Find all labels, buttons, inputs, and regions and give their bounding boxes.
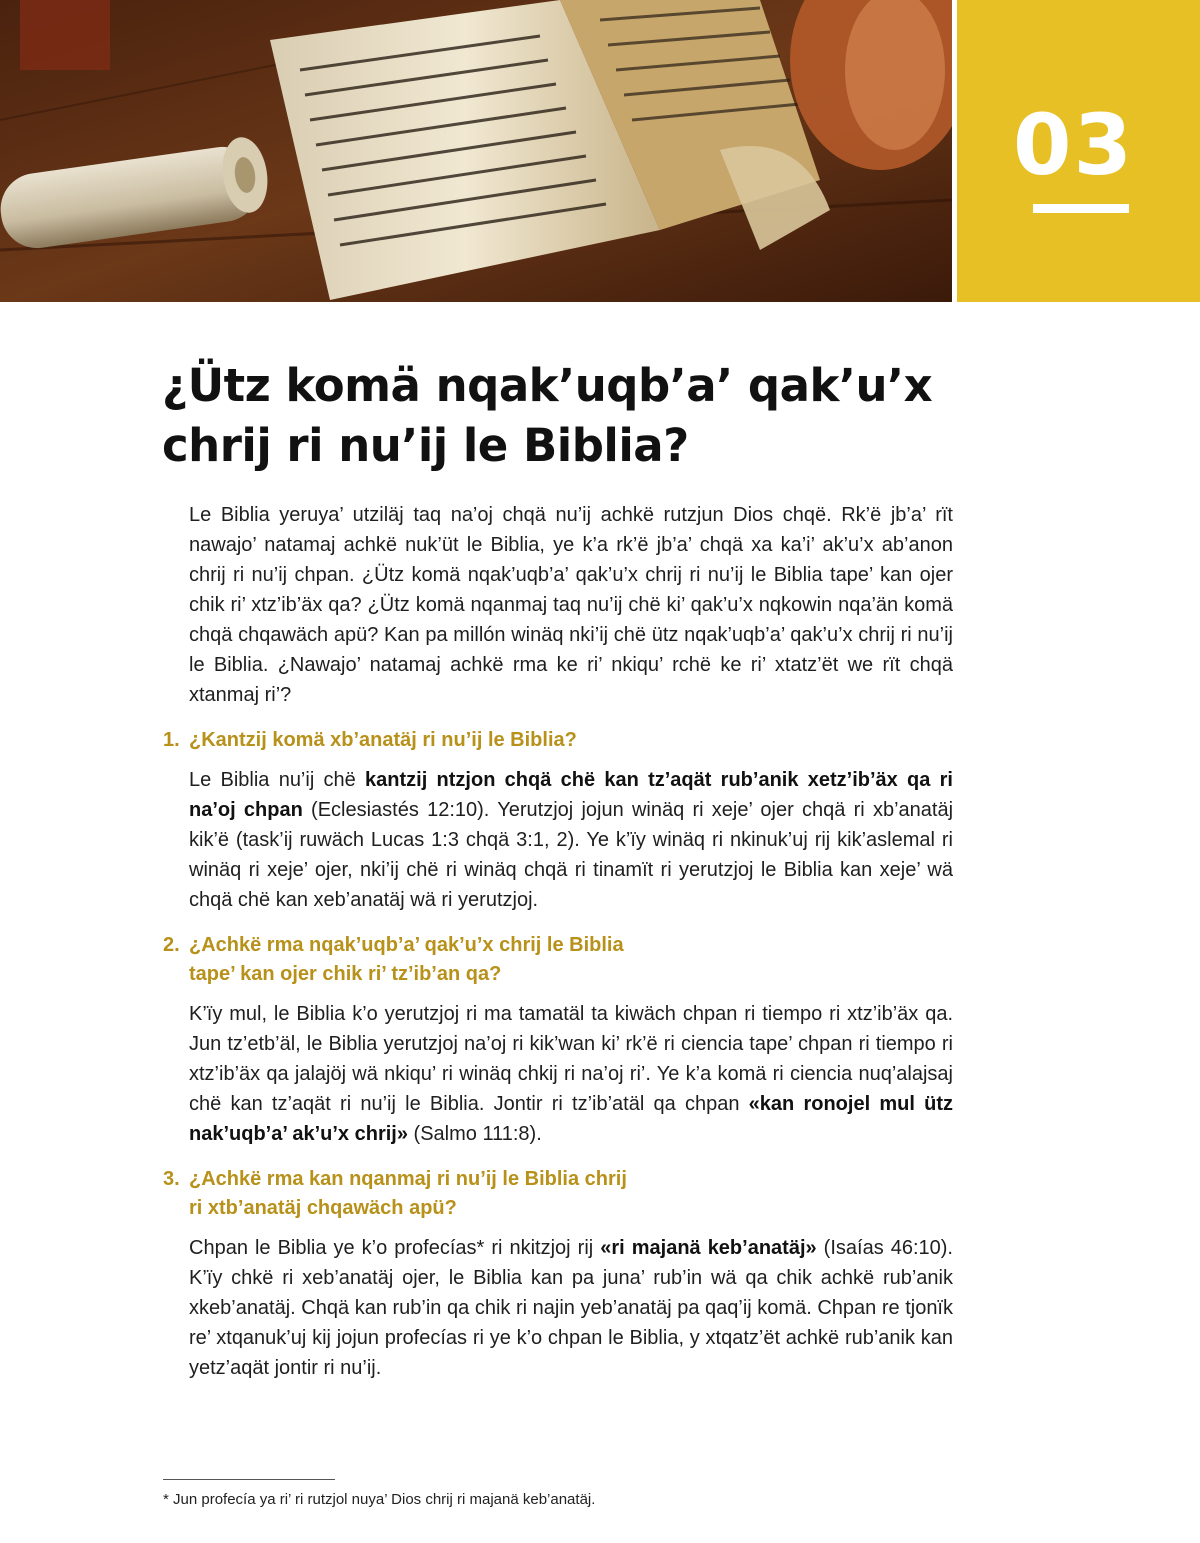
answer-1-bold: kantzij ntzjon chqä chë kan tz’aqät rub’anik xetz’ib’äx qa ri na’oj chpan [189,769,953,821]
question-1-text: ¿Kantzij komä xb’anatäj ri nu’ij le Biblia? [189,729,577,751]
question-2-number: 2. [163,934,180,956]
answer-1-text-end: (Eclesiastés 12:10). Yerutzjoj jojun winäq ri xeje’ ojer chqä ri xb’anatäj kik’ë (task’ij ruwäch Lucas 1:3 chqä 3:1, 2). Ye k’ïy winäq ri nkinuk’uj rij kik’aslemal ri winäq ri xeje’ ojer, nki’ij chë ri winäq chqä ri tinamït ri yerutzjoj le Biblia kan xeje’ wä chqä chë kan xeb’anatäj wä ri yerutzjoj. [189,799,954,911]
question-2-line-1: ¿Achkë rma nqak’uqb’a’ qak’u’x chrij le Biblia [189,934,624,956]
question-2-answer [189,999,953,1149]
question-2-heading [163,931,953,989]
scrolls-illustration [0,0,952,302]
page-title [162,356,982,476]
hero-image-scrolls [0,0,952,302]
answer-3-text-start: Chpan le Biblia ye k’o profecías* ri nkitzjoj rij [189,1237,601,1259]
question-3-heading [163,1165,953,1223]
question-3-number: 3. [163,1168,180,1190]
answer-3-bold: «ri majanä keb’anatäj» [600,1237,817,1259]
lesson-badge [957,0,1200,302]
answer-3-text-end: (Isaías 46:10). K’ïy chkë ri xeb’anatäj ojer, le Biblia kan pa juna’ rub’in wä qa chik achkë rub’anik xkeb’anatäj. Chqä kan rub’in qa chik ri najin yeb’anatäj pa qaq’ij komä. Chpan re tjonïk re’ xtqanuk’uj kij jojun profecías ri ye k’o chpan le Biblia, y xtqatz’ët achkë rub’anik kan yetz’aqät jontir ri nu’ij. [189,1237,953,1379]
answer-2-text-start: K’ïy mul, le Biblia k’o yerutzjoj ri ma tamatäl ta kiwäch chpan ri tiempo ri xtz’ib’äx qa. Jun tz’etb’äl, le Biblia yerutzjoj na’oj ri kik’wan ki’ rk’ë ri ciencia tape’ chpan ri tiempo ri xtz’ib’äx qa jalajöj wä nkiqu’ ri winäq chkij ri na’oj ri’. Ye k’a komä ri ciencia nuq’alajsaj chë kan tz’aqät ri nu’ij le Biblia. Jontir ri tz’ib’atäl qa chpan [189,1003,953,1115]
footnote-divider [163,1479,335,1480]
title-line-2: chrij ri nu’ij le Biblia? [162,419,689,472]
lesson-number-underline [1033,204,1129,213]
lesson-number: 03 [1013,96,1134,194]
question-2-line-2: tape’ kan ojer chik ri’ tz’ib’an qa? [189,963,502,985]
article-body [163,500,953,1383]
footnote: * Jun profecía ya ri’ ri rutzjol nuya’ Dios chrij ri majanä keb’anatäj. [163,1491,596,1508]
intro-paragraph: Le Biblia yeruya’ utziläj taq na’oj chqä nu’ij achkë rutzjun Dios chqë. Rk’ë jb’a’ rït nawajo’ natamaj achkë nuk’üt le Biblia, ye k’a rk’ë jb’a’ chqä xa ka’i’ ak’u’x ab’anon chrij ri nu’ij chpan. ¿Ütz komä nqak’uqb’a’ qak’u’x chrij ri nu’ij le Biblia tape’ kan ojer chik ri’ xtz’ib’äx qa? ¿Ütz komä nqanmaj taq nu’ij chë ki’ qak’u’x nqkowin nqa’än komä chqä chqawäch apü? Kan pa millón winäq nki’ij chë ütz nqak’uqb’a’ qak’u’x chrij ri nu’ij le Biblia. ¿Nawajo’ natamaj achkë rma ke ri’ nkiqu’ rchë ke ri’ xtatz’ët we rït chqä xtanmaj ri’? [189,504,953,706]
answer-1-text-start: Le Biblia nu’ij chë [189,769,366,791]
question-3-answer [189,1233,953,1383]
question-1-number: 1. [163,729,180,751]
question-1-heading [163,726,953,755]
title-line-1: ¿Ütz komä nqak’uqb’a’ qak’u’x [162,359,933,412]
question-3-line-2: ri xtb’anatäj chqawäch apü? [189,1197,457,1219]
answer-2-bold: «kan ronojel mul ütz nak’uqb’a’ ak’u’x chrij» [189,1093,953,1145]
answer-2-text-end: (Salmo 111:8). [407,1123,542,1145]
question-3-line-1: ¿Achkë rma kan nqanmaj ri nu’ij le Biblia chrij [189,1168,627,1190]
question-1-answer [189,765,953,915]
